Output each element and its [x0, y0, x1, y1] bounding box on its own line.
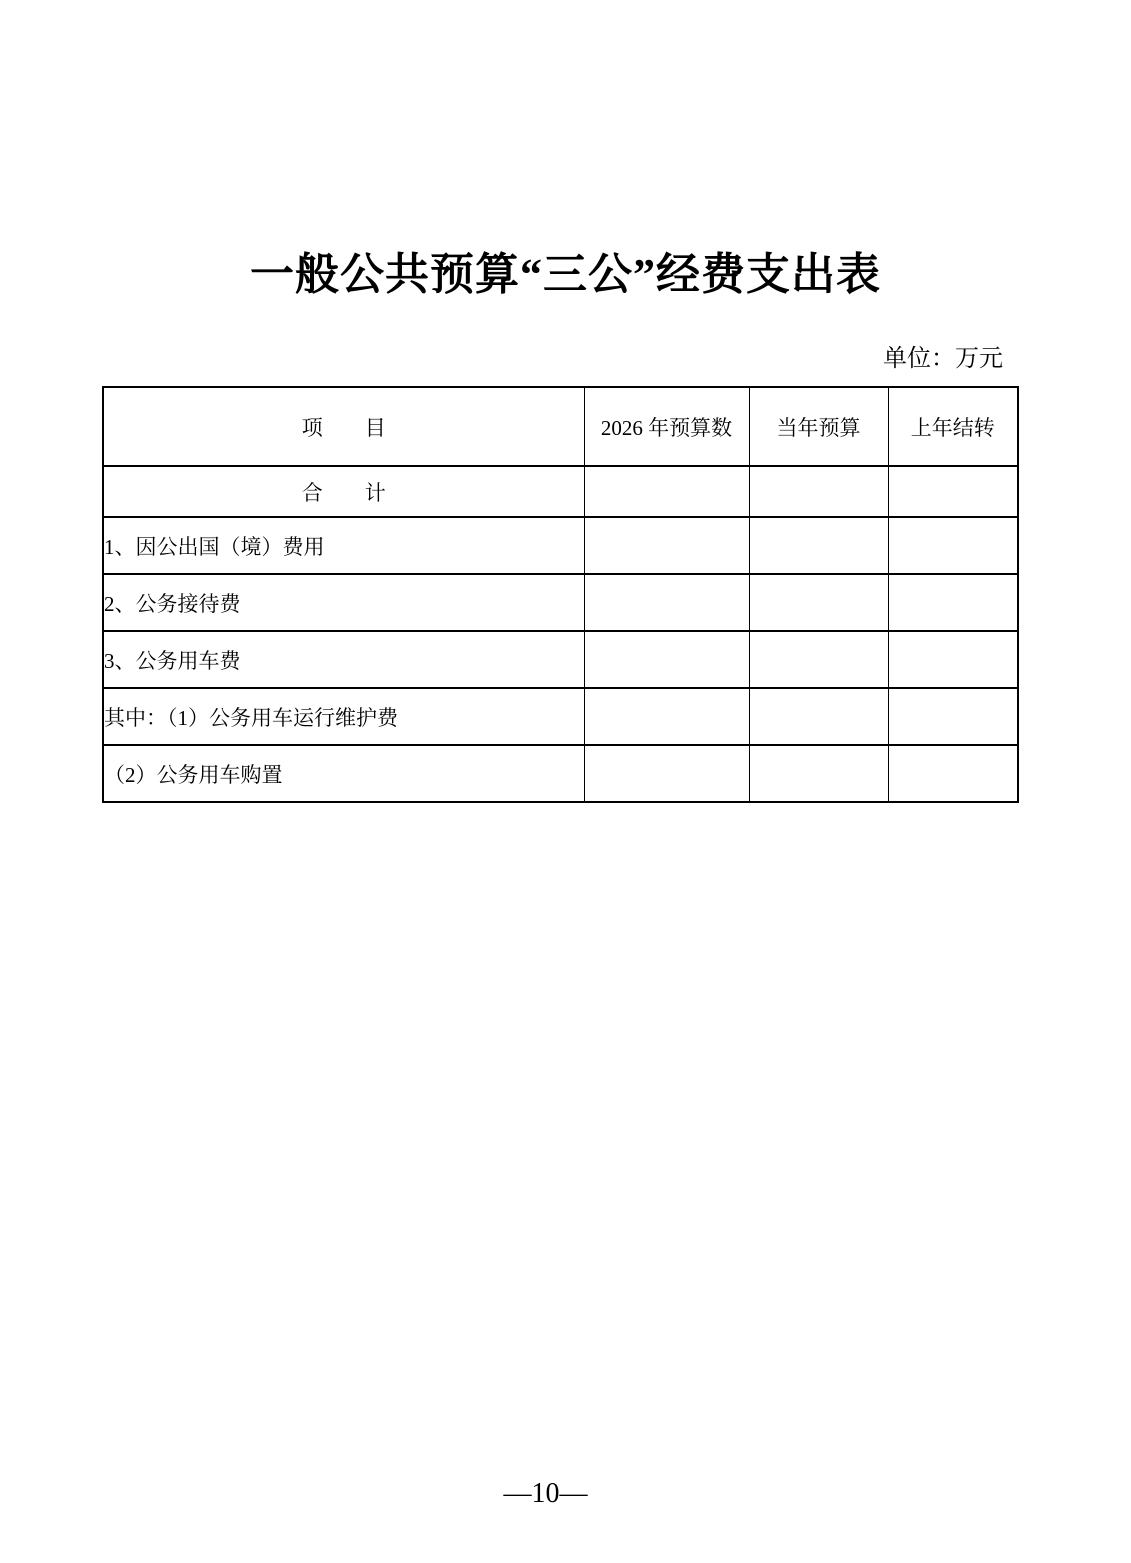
table-row	[103, 688, 1018, 745]
value-cell	[584, 745, 749, 802]
row-label-total: 合 计	[103, 466, 584, 517]
value-cell	[584, 688, 749, 745]
row-label-vehicle-purchase: （2）公务用车购置	[103, 745, 584, 802]
table-row	[103, 517, 1018, 574]
table-row	[103, 574, 1018, 631]
value-cell	[749, 688, 888, 745]
value-cell	[888, 631, 1018, 688]
row-label-vehicle-maintenance: 其中：（1）公务用车运行维护费	[103, 688, 584, 745]
value-cell	[584, 631, 749, 688]
value-cell	[749, 631, 888, 688]
row-label-official-reception: 2、公务接待费	[103, 574, 584, 631]
value-cell	[888, 688, 1018, 745]
row-label-abroad-expenses: 1、因公出国（境）费用	[103, 517, 584, 574]
column-header-current-year-budget: 当年预算	[749, 387, 888, 466]
value-cell	[749, 574, 888, 631]
table-row	[103, 631, 1018, 688]
column-header-item: 项 目	[103, 387, 584, 466]
page-number: —10—	[503, 1478, 588, 1509]
value-cell	[749, 745, 888, 802]
value-cell	[749, 517, 888, 574]
unit-label: 单位：万元	[883, 345, 1003, 372]
row-label-official-vehicle: 3、公务用车费	[103, 631, 584, 688]
value-cell	[888, 574, 1018, 631]
table-row	[103, 745, 1018, 802]
budget-table	[102, 386, 1019, 803]
column-header-budget-2026: 2026 年预算数	[584, 387, 749, 466]
page-title: 一般公共预算“三公”经费支出表	[250, 250, 881, 299]
table-row	[103, 466, 1018, 517]
value-cell	[888, 466, 1018, 517]
column-header-carryover: 上年结转	[888, 387, 1018, 466]
value-cell	[584, 466, 749, 517]
value-cell	[584, 517, 749, 574]
value-cell	[749, 466, 888, 517]
table-header-row	[103, 387, 1018, 466]
value-cell	[888, 517, 1018, 574]
value-cell	[584, 574, 749, 631]
value-cell	[888, 745, 1018, 802]
